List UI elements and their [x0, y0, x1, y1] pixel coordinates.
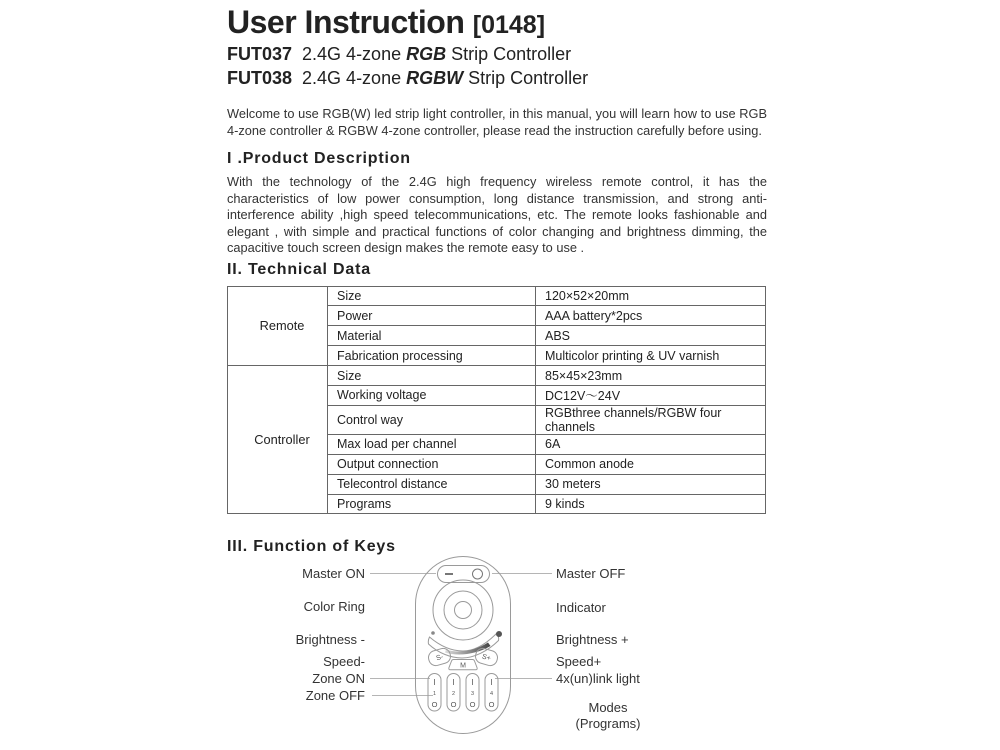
heading-function-of-keys: III. Function of Keys [227, 538, 396, 555]
value-cell: 120×52×20mm [536, 286, 766, 306]
label-brightness-minus: Brightness - [295, 632, 365, 647]
value-cell: AAA battery*2pcs [536, 306, 766, 326]
zone-off-glyph: O [469, 700, 476, 709]
model-suffix: Strip Controller [463, 67, 589, 88]
page-title [227, 0, 767, 43]
model-prefix: 2.4G 4-zone [302, 67, 407, 88]
model-line-fut038 [227, 67, 767, 91]
table-row [228, 366, 766, 386]
manual-content [227, 0, 767, 514]
model-suffix: Strip Controller [446, 44, 572, 64]
label-speed-minus: Speed- [323, 654, 365, 669]
function-of-keys-diagram [227, 538, 767, 750]
value-cell: Multicolor printing & UV varnish [536, 346, 766, 366]
zone-on-glyph: I [433, 678, 436, 687]
property-cell: Power [328, 306, 536, 326]
property-cell: Size [328, 366, 536, 386]
zone-off-glyph: O [431, 700, 438, 709]
speed-minus-button [427, 647, 452, 667]
property-cell: Programs [328, 494, 536, 514]
model-type: RGBW [406, 67, 464, 88]
zone-on-glyph: I [490, 678, 493, 687]
property-cell: Control way [328, 405, 536, 434]
label-master-off: Master OFF [556, 566, 626, 581]
zone-on-glyph: I [452, 678, 455, 687]
zone-number: 3 [470, 691, 475, 697]
product-description-paragraph: With the technology of the 2.4G high frequency wireless remote control, it has the characteristics of low power consumption, long distance transmission, and strong anti-interference ability ,high speed telecommunications, etc. The remote looks fashionable and elegant , with simple and practical functions of color changing and brightness dimming, the capacitive touch screen design makes the remote easy to use . [227, 174, 767, 255]
label-modes: Modes [588, 700, 628, 715]
label-speed-plus: Speed+ [556, 654, 602, 669]
brightness-min-dot-icon [431, 631, 435, 635]
color-ring-outer [433, 580, 493, 640]
mode-button-label: M [460, 662, 466, 670]
zone-4-button [485, 674, 498, 712]
zone-3-button [466, 674, 479, 712]
brightness-max-dot-icon [496, 631, 502, 637]
label-master-on: Master ON [302, 566, 365, 581]
zone-number: 1 [432, 691, 437, 697]
property-cell: Size [328, 286, 536, 306]
model-code: FUT037 [227, 44, 293, 64]
mode-button [449, 660, 477, 670]
value-cell: RGBthree channels/RGBW four channels [536, 405, 766, 434]
property-cell: Telecontrol distance [328, 474, 536, 494]
model-code: FUT038 [227, 67, 293, 88]
master-off-icon [473, 569, 483, 579]
property-cell: Output connection [328, 454, 536, 474]
page-title-text: User Instruction [227, 4, 465, 40]
property-cell: Material [328, 326, 536, 346]
property-cell: Max load per channel [328, 434, 536, 454]
label-indicator: Indicator [556, 600, 606, 615]
model-prefix: 2.4G 4-zone [302, 44, 407, 64]
color-ring-middle [444, 591, 482, 629]
remote-control-diagram [408, 551, 518, 739]
label-brightness-plus: Brightness + [556, 632, 629, 647]
zone-off-glyph: O [488, 700, 495, 709]
group-cell-controller: Controller [228, 366, 328, 514]
label-color-ring: Color Ring [303, 599, 365, 614]
page-title-code: [0148] [472, 11, 546, 39]
technical-data-table [227, 286, 766, 515]
label-link-light: 4x(un)link light [556, 671, 640, 686]
model-type: RGB [406, 44, 447, 64]
label-programs: (Programs) [575, 716, 641, 731]
zone-number: 4 [489, 691, 494, 697]
group-cell-remote: Remote [228, 286, 328, 366]
label-zone-on: Zone ON [312, 671, 365, 686]
value-cell: 6A [536, 434, 766, 454]
color-ring-center [455, 602, 472, 619]
value-cell: 85×45×23mm [536, 366, 766, 386]
zone-off-glyph: O [450, 700, 457, 709]
value-cell: 9 kinds [536, 494, 766, 514]
speed-minus-label: S- [435, 653, 445, 663]
table-row [228, 286, 766, 306]
value-cell: DC12V～24V [536, 385, 766, 405]
value-cell: 30 meters [536, 474, 766, 494]
label-zone-off: Zone OFF [305, 688, 365, 703]
model-line-fut037 [227, 43, 767, 67]
heading-technical-data: II. Technical Data [227, 260, 371, 278]
speed-plus-label: S+ [481, 653, 492, 663]
zone-1-button [428, 674, 441, 712]
intro-paragraph: Welcome to use RGB(W) led strip light controller, in this manual, you will learn how to use RGB 4-zone controller & RGBW 4-zone controller, please read the instruction carefully before using. [227, 106, 767, 138]
property-cell: Fabrication processing [328, 346, 536, 366]
zone-2-button [447, 674, 460, 712]
heading-product-description: I .Product Description [227, 150, 411, 167]
zone-on-glyph: I [471, 678, 474, 687]
value-cell: ABS [536, 326, 766, 346]
value-cell: Common anode [536, 454, 766, 474]
zone-number: 2 [451, 691, 456, 697]
property-cell: Working voltage [328, 385, 536, 405]
